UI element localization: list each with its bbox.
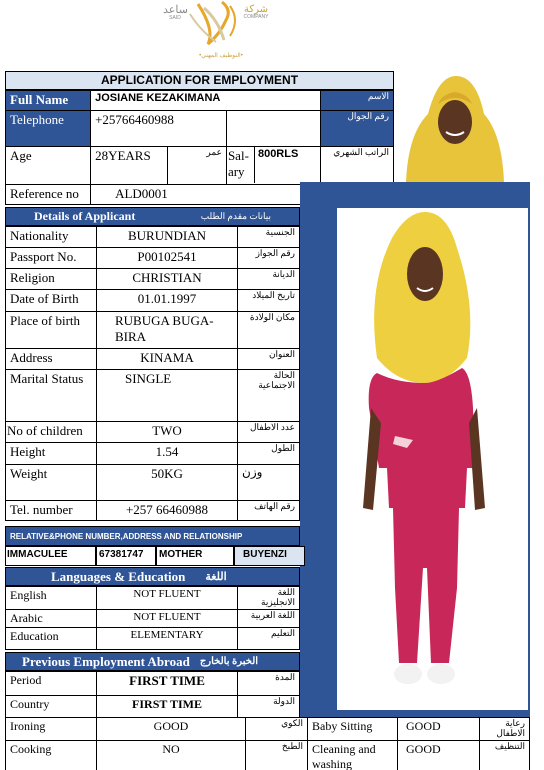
relative-relation: MOTHER	[156, 546, 234, 566]
relative-row	[5, 546, 305, 566]
skill-value: GOOD	[398, 718, 480, 741]
reference-value: ALD0001	[91, 185, 320, 205]
full-name-ar: الاسم	[320, 91, 393, 111]
detail-value: 1.54	[97, 443, 238, 465]
detail-label: Passport No.	[6, 248, 97, 269]
skill-value: NO	[97, 740, 246, 770]
skill-label: Baby Sitting	[308, 718, 398, 741]
languages-heading: Languages & Education	[51, 568, 186, 584]
detail-ar: الطول	[238, 443, 300, 465]
language-row	[6, 627, 300, 649]
language-label: Arabic	[6, 609, 97, 627]
relative-phone: 67381747	[96, 546, 156, 566]
previous-value: FIRST TIME	[97, 696, 238, 718]
detail-ar: عدد الاطفال	[238, 422, 300, 443]
language-label: English	[6, 587, 97, 610]
telephone-label: Telephone	[6, 111, 91, 147]
previous-value: FIRST TIME	[97, 672, 238, 696]
detail-value: 50KG	[97, 465, 238, 501]
full-name-label: Full Name	[6, 91, 91, 111]
detail-value: 01.01.1997	[97, 290, 238, 312]
details-row	[6, 227, 300, 248]
detail-label: No of children	[6, 422, 97, 443]
details-row	[6, 422, 300, 443]
language-ar: اللغة الانجليزية	[238, 587, 300, 610]
logo-bottom-text: •ﺍﻟﺘﻮﻇﻴﻒ ﺍﻟﻤﻬﻨﻲ•	[199, 53, 243, 59]
portrait-photo	[398, 74, 512, 182]
detail-label: Weight	[6, 465, 97, 501]
previous-row	[6, 672, 300, 696]
details-row	[6, 290, 300, 312]
age-value: 28YEARS	[91, 147, 167, 185]
previous-section	[5, 652, 300, 718]
skill-value: GOOD	[398, 740, 480, 770]
language-value: ELEMENTARY	[97, 627, 238, 649]
details-row	[6, 465, 300, 501]
relative-address: BUYENZI	[234, 546, 305, 566]
telephone-ar: رقم الجوال	[320, 111, 393, 147]
skill-label: Cooking	[6, 740, 97, 770]
previous-label: Period	[6, 672, 97, 696]
details-row	[6, 501, 300, 521]
detail-label: Marital Status	[6, 370, 97, 422]
logo-left-text: ساعد SAID	[163, 4, 188, 22]
full-name-value: JOSIANE KEZAKIMANA	[91, 91, 320, 111]
previous-ar: المدة	[238, 672, 300, 696]
detail-value: KINAMA	[97, 349, 238, 370]
language-label: Education	[6, 627, 97, 649]
salary-value: 800RLS	[257, 148, 299, 160]
detail-value: TWO	[97, 422, 238, 443]
skill-ar: الطبخ	[246, 740, 308, 770]
details-row	[6, 248, 300, 269]
previous-heading-ar: الخبرة بالخارج	[199, 656, 259, 667]
detail-ar: العنوان	[238, 349, 300, 370]
skill-ar: رعاية الاطفال	[480, 718, 530, 741]
details-row	[6, 443, 300, 465]
detail-value: P00102541	[97, 248, 238, 269]
detail-label: Nationality	[6, 227, 97, 248]
language-value: NOT FLUENT	[97, 587, 238, 610]
detail-label: Tel. number	[6, 501, 97, 521]
details-row	[6, 349, 300, 370]
language-ar: التعليم	[238, 627, 300, 649]
detail-ar: الحالة الاجتماعية	[238, 370, 300, 422]
language-row	[6, 609, 300, 627]
skill-value: GOOD	[97, 718, 246, 741]
skills-row	[6, 718, 530, 741]
telephone-value: +25766460988	[91, 111, 227, 147]
skill-ar: التنظيف	[480, 740, 530, 770]
form-title: APPLICATION FOR EMPLOYMENT	[5, 71, 394, 90]
detail-ar: وزن	[238, 465, 300, 501]
languages-heading-ar: اللغة	[205, 571, 227, 583]
detail-label: Place of birth	[6, 312, 97, 349]
detail-ar: رقم الهاتف	[238, 501, 300, 521]
detail-ar: رقم الجواز	[238, 248, 300, 269]
previous-ar: الدولة	[238, 696, 300, 718]
previous-heading: Previous Employment Abroad	[22, 653, 190, 669]
previous-label: Country	[6, 696, 97, 718]
details-heading: Details of Applicant	[34, 209, 136, 223]
language-ar: اللغة العربية	[238, 609, 300, 627]
details-heading-ar: بيانات مقدم الطلب	[200, 210, 271, 221]
previous-row	[6, 696, 300, 718]
detail-label: Date of Birth	[6, 290, 97, 312]
age-label: Age	[6, 147, 91, 185]
languages-section	[5, 567, 300, 650]
salary-ar: الراتب الشهري	[320, 147, 393, 185]
relative-heading: RELATIVE&PHONE NUMBER,ADDRESS AND RELATIONSHIP	[5, 526, 300, 546]
details-section	[5, 207, 300, 521]
detail-label: Address	[6, 349, 97, 370]
relative-name: IMMACULEE	[5, 546, 96, 566]
language-value: NOT FLUENT	[97, 609, 238, 627]
skill-label: Ironing	[6, 718, 97, 741]
skill-ar: الكوي	[246, 718, 308, 741]
detail-ar: الديانة	[238, 269, 300, 290]
skills-section	[5, 717, 530, 770]
detail-value: BURUNDIAN	[97, 227, 238, 248]
skill-label: Cleaning and washing	[308, 740, 398, 770]
salary-label: Sal-ary	[227, 147, 255, 183]
age-ar: عمر	[167, 147, 226, 185]
detail-label: Religion	[6, 269, 97, 290]
detail-value: CHRISTIAN	[97, 269, 238, 290]
full-body-photo	[337, 208, 528, 710]
details-row	[6, 312, 300, 349]
skills-row	[6, 740, 530, 770]
detail-ar: مكان الولادة	[238, 312, 300, 349]
detail-ar: الجنسية	[238, 227, 300, 248]
detail-value: RUBUGA BUGA-BIRA	[97, 312, 238, 349]
details-row	[6, 269, 300, 290]
detail-ar: تاريخ الميلاد	[238, 290, 300, 312]
language-row	[6, 587, 300, 610]
detail-label: Height	[6, 443, 97, 465]
detail-value: SINGLE	[97, 370, 238, 422]
reference-label: Reference no	[6, 185, 91, 205]
details-row	[6, 370, 300, 422]
logo-right-text: شركة COMPANY	[243, 4, 269, 20]
detail-value: +257 66460988	[97, 501, 238, 521]
